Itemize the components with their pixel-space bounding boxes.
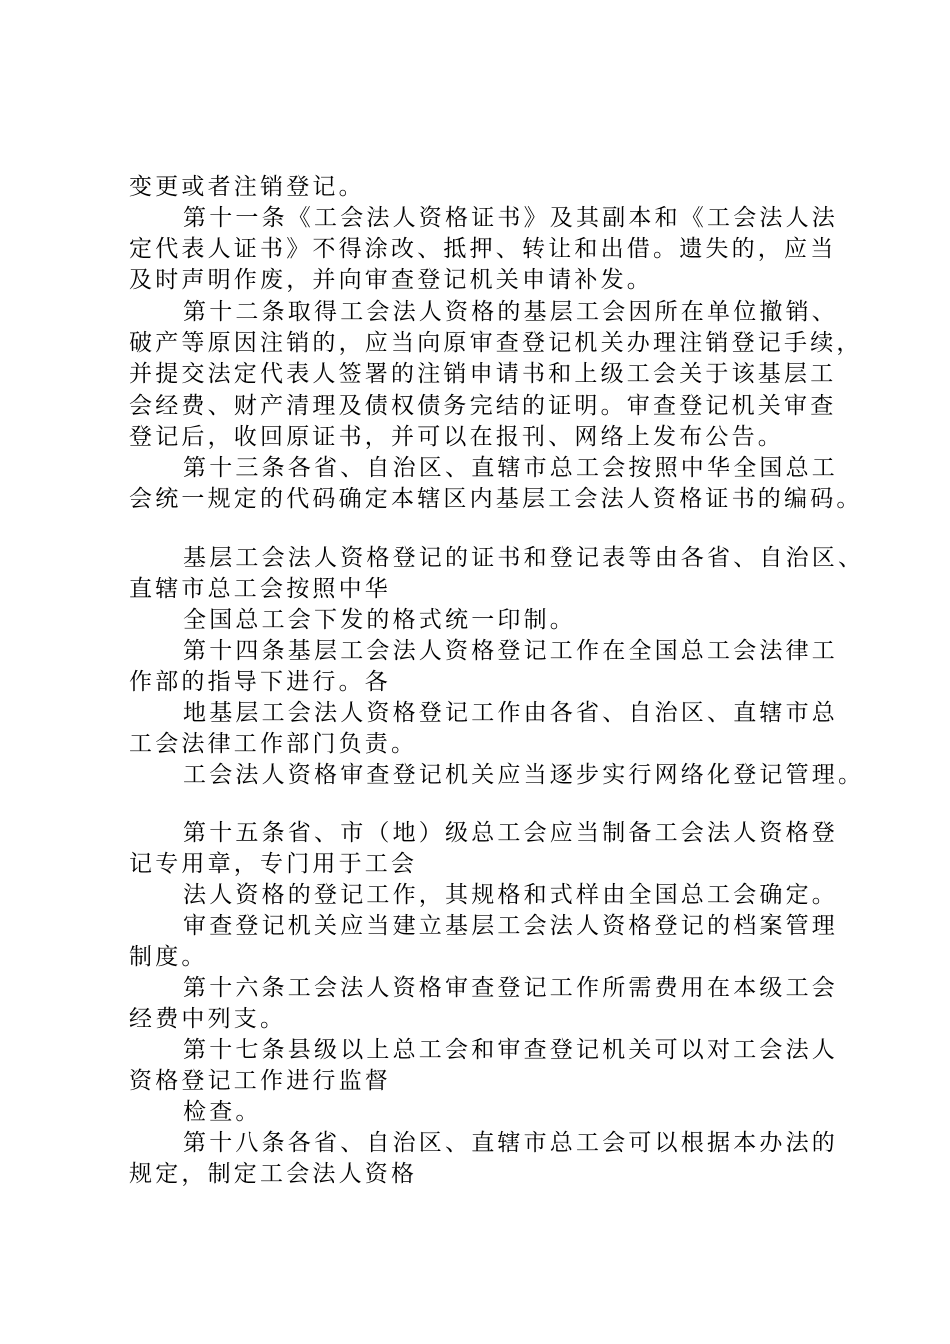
text-line: 第十七条县级以上总工会和审查登记机关可以对工会法人	[183, 1037, 838, 1063]
text-line: 经费中列支。	[129, 1006, 287, 1032]
text-line: 会统一规定的代码确定本辖区内基层工会法人资格证书的编码。	[129, 486, 863, 512]
text-line: 第十六条工会法人资格审查登记工作所需费用在本级工会	[183, 975, 838, 1001]
text-line: 直辖市总工会按照中华	[129, 576, 391, 602]
text-line: 第十五条省、市（地）级总工会应当制备工会法人资格登	[183, 820, 838, 846]
text-line: 第十一条《工会法人资格证书》及其副本和《工会法人法	[183, 205, 838, 231]
text-line: 作部的指导下进行。各	[129, 669, 391, 695]
text-line: 第十四条基层工会法人资格登记工作在全国总工会法律工	[183, 638, 838, 664]
text-line: 登记后，收回原证书，并可以在报刊、网络上发布公告。	[129, 424, 784, 450]
text-line: 资格登记工作进行监督	[129, 1068, 391, 1094]
text-line: 并提交法定代表人签署的注销申请书和上级工会关于该基层工	[129, 361, 837, 387]
text-line: 制度。	[129, 944, 208, 970]
text-line: 检查。	[183, 1099, 262, 1125]
text-line: 全国总工会下发的格式统一印制。	[183, 607, 576, 633]
text-line: 工会法人资格审查登记机关应当逐步实行网络化登记管理。	[183, 762, 865, 788]
text-line: 规定，制定工会法人资格	[129, 1161, 418, 1187]
text-line: 法人资格的登记工作，其规格和式样由全国总工会确定。	[183, 882, 838, 908]
text-line: 破产等原因注销的，应当向原审查登记机关办理注销登记手续，	[129, 330, 863, 356]
text-line: 会经费、财产清理及债权债务完结的证明。审查登记机关审查	[129, 393, 837, 419]
text-line: 第十三条各省、自治区、直辖市总工会按照中华全国总工	[183, 455, 838, 481]
text-line: 工会法律工作部门负责。	[129, 731, 418, 757]
text-line: 第十二条取得工会法人资格的基层工会因所在单位撤销、	[183, 299, 838, 325]
text-line: 地基层工会法人资格登记工作由各省、自治区、直辖市总	[183, 700, 838, 726]
text-line: 基层工会法人资格登记的证书和登记表等由各省、自治区、	[183, 545, 865, 571]
text-line: 变更或者注销登记。	[129, 174, 365, 200]
text-line: 及时声明作废，并向审查登记机关申请补发。	[129, 267, 653, 293]
text-line: 审查登记机关应当建立基层工会法人资格登记的档案管理	[183, 913, 838, 939]
text-line: 第十八条各省、自治区、直辖市总工会可以根据本办法的	[183, 1130, 838, 1156]
text-line: 记专用章，专门用于工会	[129, 851, 418, 877]
text-line: 定代表人证书》不得涂改、抵押、转让和出借。遗失的，应当	[129, 236, 837, 262]
